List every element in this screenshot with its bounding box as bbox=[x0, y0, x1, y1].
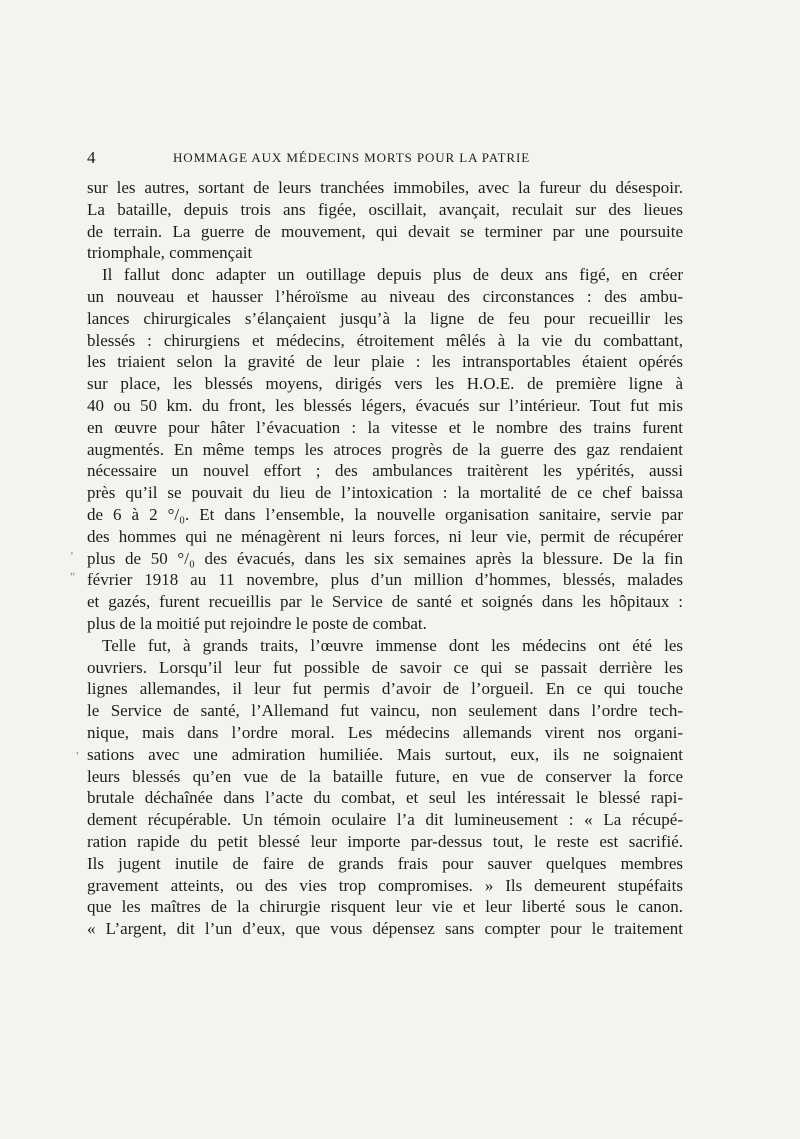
text-line: lances chirurgicales s’élançaient jusqu’à la ligne de feu pour recueillir les bbox=[87, 308, 683, 328]
page-header bbox=[87, 148, 685, 168]
text-line: Telle fut, à grands traits, l’œuvre immense dont les médecins ont été les bbox=[102, 635, 683, 655]
text-line: Ils jugent inutile de faire de grands frais pour sauver quelques membres bbox=[87, 853, 683, 873]
text-line: La bataille, depuis trois ans figée, oscillait, avançait, reculait sur des lieues bbox=[87, 199, 683, 219]
text-line: près qu’il se pouvait du lieu de l’intoxication : la mortalité de ce chef baissa bbox=[87, 483, 683, 503]
text-line: Il fallut donc adapter un outillage depuis plus de deux ans figé, en créer bbox=[102, 265, 683, 285]
text-line: ration rapide du petit blessé leur importe par-dessus tout, le reste est sacrifié. bbox=[87, 831, 683, 851]
text-line: un nouveau et hausser l’héroïsme au niveau des circonstances : des ambu- bbox=[87, 286, 683, 306]
text-line: que les maîtres de la chirurgie risquent leur vie et leur liberté sous le canon. bbox=[87, 897, 683, 917]
text-line: des hommes qui ne ménagèrent ni leurs forces, ni leur vie, permit de récupérer bbox=[87, 526, 683, 546]
text-line: blessés : chirurgiens et médecins, étroitement mêlés à la vie du combattant, bbox=[87, 330, 683, 350]
text-line: dement récupérable. Un témoin oculaire l’a dit lumineusement : « La récupé- bbox=[87, 810, 683, 830]
text-line: triomphale, commençait bbox=[87, 243, 253, 263]
text-line: sur place, les blessés moyens, dirigés vers les H.O.E. de première ligne à bbox=[87, 374, 683, 394]
text-line: et gazés, furent recueillis par le Service de santé et soignés dans les hôpitaux : bbox=[87, 592, 683, 612]
text-line: sur les autres, sortant de leurs tranchées immobiles, avec la fureur du désespoir. bbox=[87, 178, 683, 197]
text-line: brutale déchaînée dans l’acte du combat, et seul les intéressait le blessé rapi- bbox=[87, 788, 683, 808]
text-line: février 1918 au 11 novembre, plus d’un million d’hommes, blessés, malades bbox=[87, 570, 683, 590]
text-line: le Service de santé, l’Allemand fut vaincu, non seulement dans l’ordre tech- bbox=[87, 701, 683, 721]
text-line: plus de la moitié put rejoindre le poste de combat. bbox=[87, 613, 427, 633]
text-line: leurs blessés qu’en vue de la bataille future, en vue de conserver la force bbox=[87, 766, 683, 786]
text-line: nécessaire un nouvel effort ; des ambulances traitèrent les ypérités, aussi bbox=[87, 461, 683, 481]
text-line: sations avec une admiration humiliée. Mais surtout, eux, ils ne soignaient bbox=[87, 744, 683, 764]
body-text bbox=[87, 177, 683, 940]
margin-mark: , bbox=[76, 744, 79, 756]
page-number: 4 bbox=[87, 148, 96, 167]
running-title: HOMMAGE AUX MÉDECINS MORTS POUR LA PATRIE bbox=[173, 150, 531, 165]
text-line: plus de 50 °/₀ des évacués, dans les six semaines après la blessure. De la fin bbox=[87, 548, 683, 568]
text-line: gravement atteints, ou des vies trop compromises. » Ils demeurent stupéfaits bbox=[87, 875, 683, 895]
text-line: 40 ou 50 km. du front, les blessés légers, évacués sur l’intérieur. Tout fut mis bbox=[87, 395, 683, 415]
margin-mark: ’ bbox=[70, 550, 74, 562]
text-line: les triaient selon la gravité de leur plaie : les intransportables étaient opérés bbox=[87, 352, 683, 372]
text-line: de 6 à 2 °/₀. Et dans l’ensemble, la nouvelle organisation sanitaire, servie par bbox=[87, 504, 683, 524]
text-line: augmentés. En même temps les atroces progrès de la guerre des gaz rendaient bbox=[87, 439, 683, 459]
text-line: en œuvre pour hâter l’évacuation : la vitesse et le nombre des trains furent bbox=[87, 417, 683, 437]
text-line: nique, mais dans l’ordre moral. Les médecins allemands virent nos organi- bbox=[87, 722, 683, 742]
text-line: lignes allemandes, il leur fut permis d’avoir de l’orgueil. En ce qui touche bbox=[87, 679, 683, 699]
text-line: « L’argent, dit l’un d’eux, que vous dépensez sans compter pour le traitement bbox=[87, 919, 683, 939]
text-line: de terrain. La guerre de mouvement, qui devait se terminer par une poursuite bbox=[87, 221, 683, 241]
text-line: ouvriers. Lorsqu’il leur fut possible de savoir ce qui se passait derrière les bbox=[87, 657, 683, 677]
margin-mark: ” bbox=[70, 571, 75, 583]
